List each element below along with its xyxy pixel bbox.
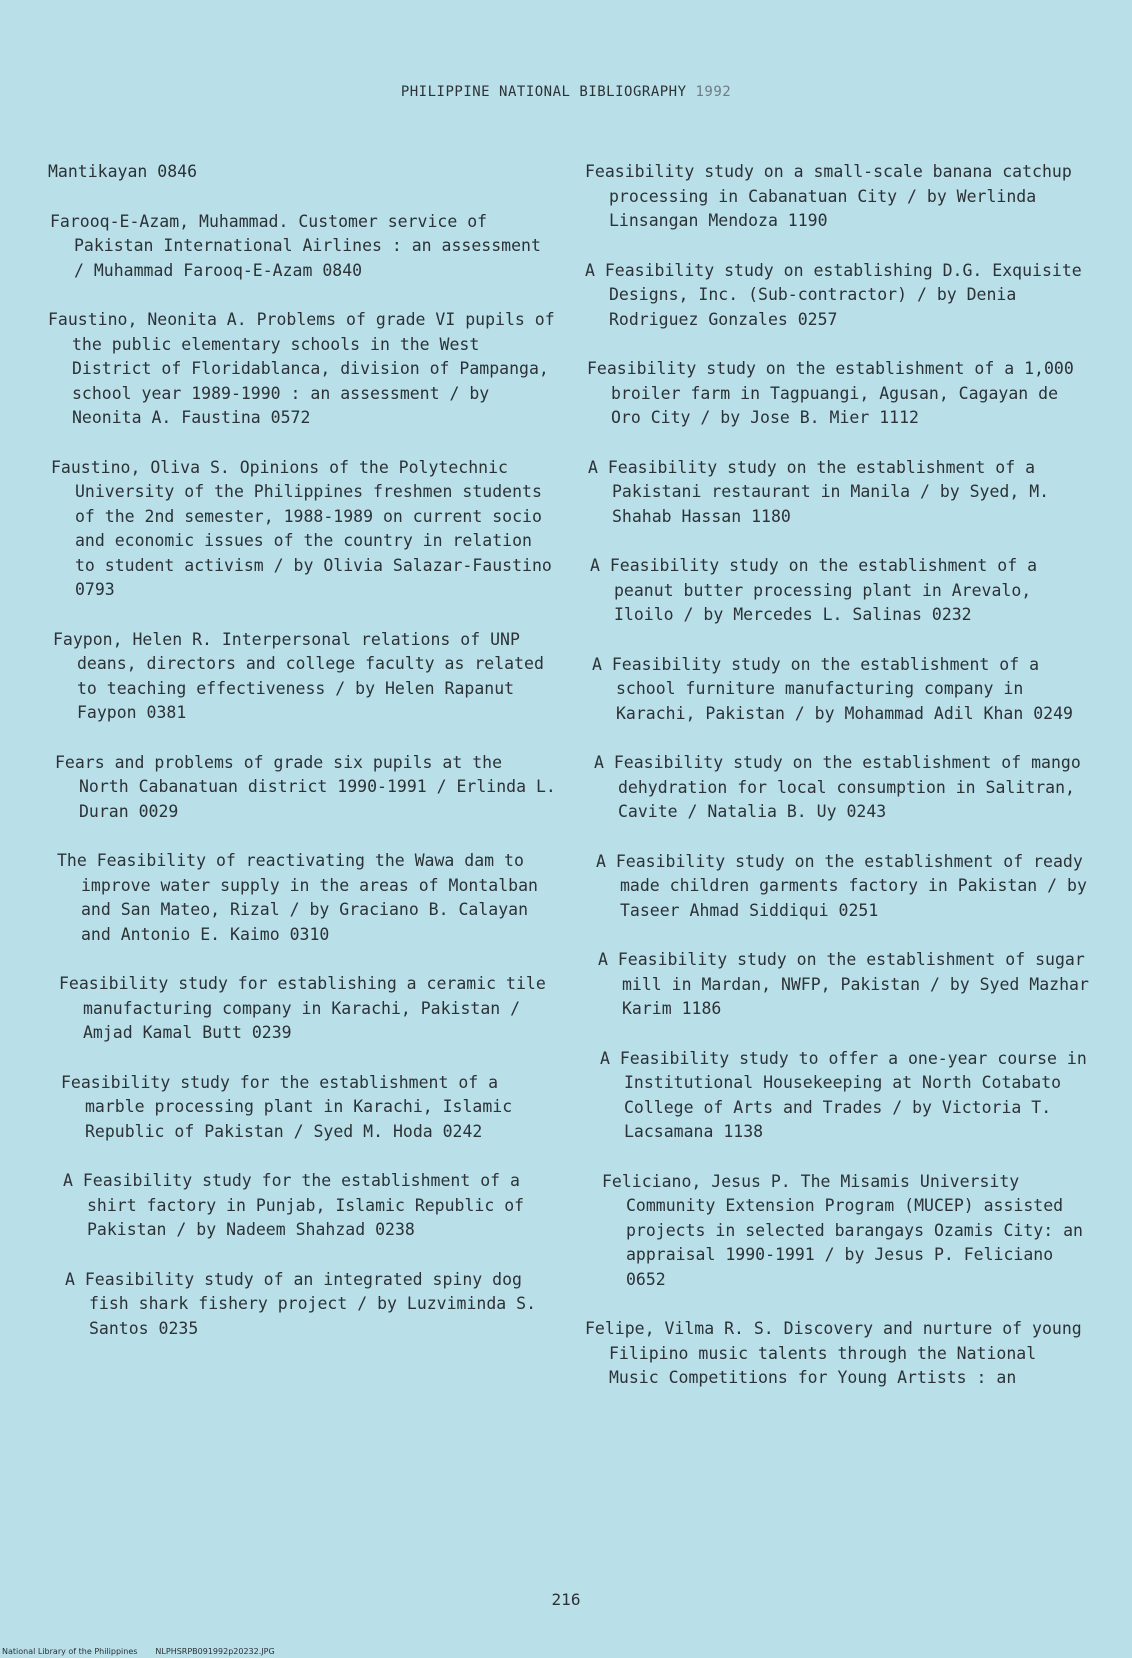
bibliography-entry: Feasibility study for establishing a ceramic tile manufacturing company in Karachi, Pakistan / Amjad Kamal Butt 0239 [59, 974, 546, 1042]
bibliography-entry: A Feasibility study on establishing D.G. Exquisite Designs, Inc. (Sub-contractor) / by Denia Rodriguez Gonzales 0257 [585, 260, 1082, 329]
bibliography-entry: Farooq-E-Azam, Muhammad. Customer service of Pakistan International Airlines : an assessment / Muhammad Farooq-E-Azam 0840 [50, 211, 541, 280]
page-header [0, 84, 1132, 100]
bibliography-entry: A Feasibility study on the establishment of a school furniture manufacturing company in Karachi, Pakistan / by Mohammad Adil Khan 0249 [592, 654, 1073, 723]
bibliography-entry: A Feasibility study for the establishment of a shirt factory in Punjab, Islamic Republic of Pakistan / by Nadeem Shahzad 0238 [63, 1171, 525, 1239]
scan-footer [2, 1647, 293, 1656]
bibliography-entry: A Feasibility study on the establishment of a peanut butter processing plant in Arevalo, Iloilo / by Mercedes L. Salinas 0232 [590, 556, 1038, 624]
header-year: 1992 [695, 84, 732, 100]
bibliography-entry: A Feasibility study on the establishment of sugar mill in Mardan, NWFP, Pakistan / by Syed Mazhar Karim 1186 [598, 950, 1089, 1018]
footer-library: National Library of the Philippines [2, 1647, 138, 1656]
bibliography-entry: Feasibility study for the establishment of a marble processing plant in Karachi, Islamic Republic of Pakistan / Syed M. Hoda 0242 [61, 1072, 513, 1141]
bibliography-entry: Fears and problems of grade six pupils at the North Cabanatuan district 1990-1991 / Erlinda L. Duran 0029 [55, 752, 556, 821]
bibliography-entry: Feliciano, Jesus P. The Misamis University Community Extension Program (MUCEP) assisted projects in selected barangays Ozamis City: an appraisal 1990-1991 / by Jesus P. Feliciano 0652 [602, 1171, 1083, 1289]
bibliography-entry: Felipe, Vilma R. S. Discovery and nurture of young Filipino music talents through the National Music Competitions for Young Artists : an [585, 1319, 1082, 1387]
bibliography-entry: The Feasibility of reactivating the Wawa dam to improve water supply in the areas of Montalban and San Mateo, Rizal / by Graciano B. Calayan and Antonio E. Kaimo 0310 [57, 851, 538, 944]
bibliography-entry: Feasibility study on the establishment of a 1,000 broiler farm in Tagpuangi, Agusan, Cagayan de Oro City / by Jose B. Mier 1112 [587, 359, 1074, 427]
bibliography-entry: Faustino, Neonita A. Problems of grade VI pupils of the public elementary schools in the West District of Floridablanca, division of Pampanga, school year 1989-1990 : an assessment / by Neonita A. Faustina 0572 [48, 310, 555, 427]
bibliography-entry: Faypon, Helen R. Interpersonal relations of UNP deans, directors and college faculty as related to teaching effectiveness / by Helen Rapanut Faypon 0381 [53, 629, 544, 722]
bibliography-entry: A Feasibility study of an integrated spiny dog fish shark fishery project / by Luzviminda S. Santos 0235 [65, 1269, 537, 1338]
bibliography-entry: A Feasibility study on the establishment of mango dehydration for local consumption in Salitran, Cavite / Natalia B. Uy 0243 [594, 753, 1081, 821]
right-column [585, 160, 1095, 1416]
page-number: 216 [551, 1590, 581, 1609]
footer-filename: NLPHSRPB091992p20232.JPG [155, 1647, 275, 1656]
bibliography-entry: A Feasibility study on the establishment of ready made children garments factory in Pakistan / by Taseer Ahmad Siddiqui 0251 [596, 851, 1087, 920]
bibliography-entry: A Feasibility study on the establishment of a Pakistani restaurant in Manila / by Syed, M. Shahab Hassan 1180 [588, 457, 1050, 526]
bibliography-entry: Faustino, Oliva S. Opinions of the Polytechnic University of the Philippines freshmen students of the 2nd semester, 1988-1989 on current socio and economic issues of the country in relation to student activism / by Olivia Salazar-Faustino 0793 [51, 457, 552, 599]
left-column [48, 160, 558, 1366]
header-title: PHILIPPINE NATIONAL BIBLIOGRAPHY [400, 84, 687, 100]
bibliography-entry: Feasibility study on a small-scale banana catchup processing in Cabanatuan City / by Werlinda Linsangan Mendoza 1190 [585, 162, 1072, 230]
bibliography-entry: Mantikayan 0846 [48, 162, 198, 181]
bibliography-entry: A Feasibility study to offer a one-year course in Institutional Housekeeping at North Cotabato College of Arts and Trades / by Victoria T. Lacsamana 1138 [600, 1048, 1087, 1141]
